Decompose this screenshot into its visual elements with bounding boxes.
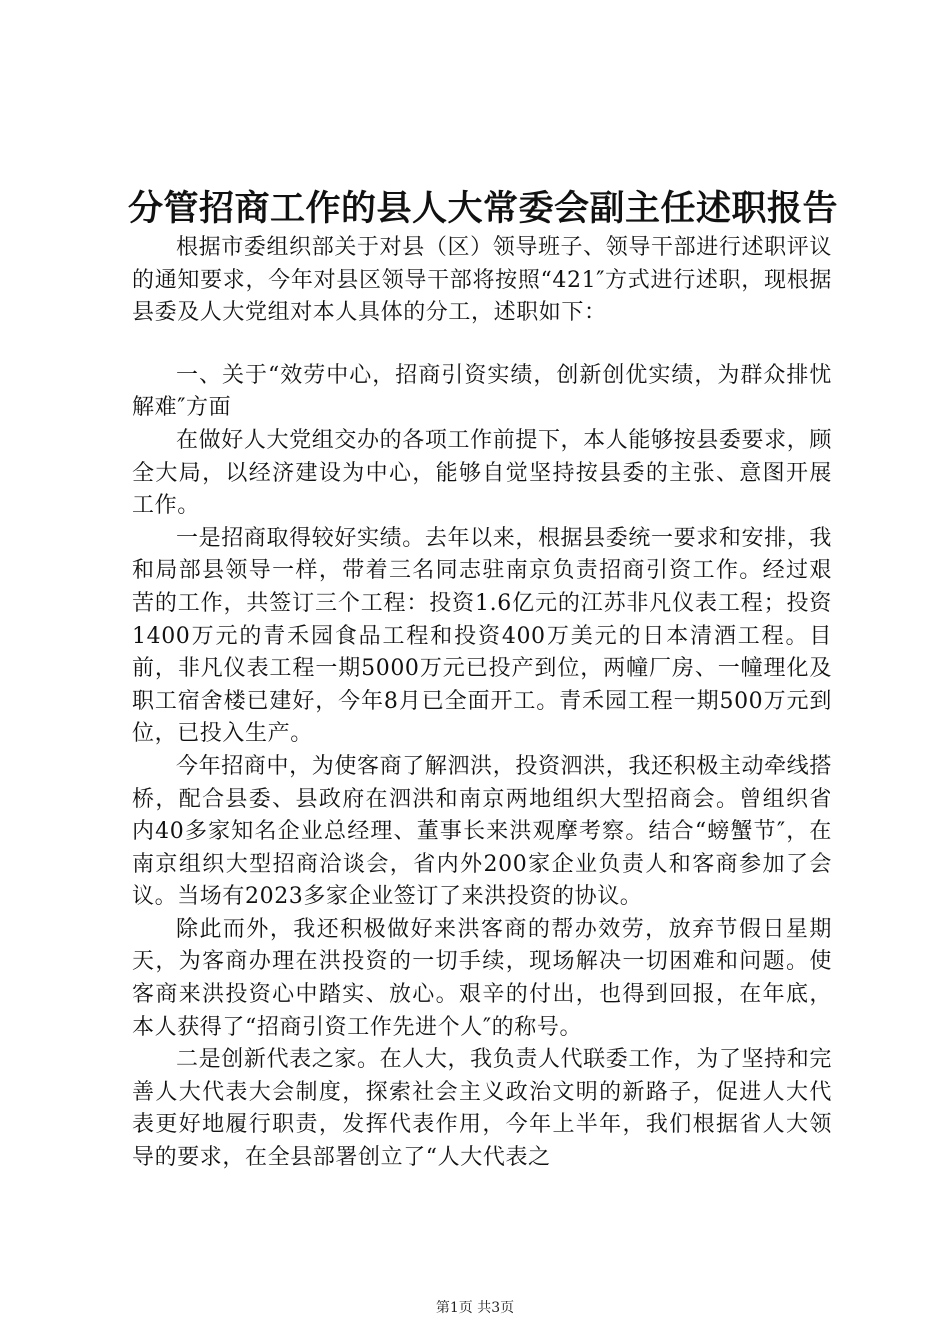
paragraph: 一是招商取得较好实绩。去年以来，根据县委统一要求和安排，我和局部县领导一样，带着三名同志驻南京负责招商引资工作。经过艰苦的工作，共签订三个工程：投资1.6亿元的江苏非凡仪表工程；投资1400万元的青禾园食品工程和投资400万美元的日本清酒工程。目前，非凡仪表工程一期5000万元已投产到位，两幢厂房、一幢理化及职工宿舍楼已建好，今年8月已全面开工。青禾园工程一期500万元到位，已投入生产。 <box>132 525 832 747</box>
document-title: 分管招商工作的县人大常委会副主任述职报告 <box>128 188 839 229</box>
paragraph: 今年招商中，为使客商了解泗洪，投资泗洪，我还积极主动牵线搭桥，配合县委、县政府在泗洪和南京两地组织大型招商会。曾组织省内40多家知名企业总经理、董事长来洪观摩考察。结合“螃蟹节″，在南京组织大型招商洽谈会，省内外200家企业负责人和客商参加了会议。当场有2023多家企业签订了来洪投资的协议。 <box>132 753 832 910</box>
paragraph: 除此而外，我还积极做好来洪客商的帮办效劳，放弃节假日星期天，为客商办理在洪投资的一切手续，现场解决一切困难和问题。使客商来洪投资心中踏实、放心。艰辛的付出，也得到回报，在年底，本人获得了“招商引资工作先进个人″的称号。 <box>132 916 832 1040</box>
document-body <box>132 232 832 1175</box>
paragraph-section-heading: 一、关于“效劳中心，招商引资实绩，创新创优实绩，为群众排忧解难″方面 <box>132 362 832 421</box>
page-number-footer: 第1页 共3页 <box>435 1300 515 1316</box>
paragraph: 在做好人大党组交办的各项工作前提下，本人能够按县委要求，顾全大局，以经济建设为中心，能够自觉坚持按县委的主张、意图开展工作。 <box>132 427 832 519</box>
paragraph: 二是创新代表之家。在人大，我负责人代联委工作，为了坚持和完善人大代表大会制度，探索社会主义政治文明的新路子，促进人大代表更好地履行职责，发挥代表作用，今年上半年，我们根据省人大领导的要求，在全县部署创立了“人大代表之 <box>132 1047 832 1171</box>
paragraph-intro: 根据市委组织部关于对县（区）领导班子、领导干部进行述职评议的通知要求，今年对县区领导干部将按照“421″方式进行述职，现根据县委及人大党组对本人具体的分工，述职如下： <box>132 235 832 326</box>
